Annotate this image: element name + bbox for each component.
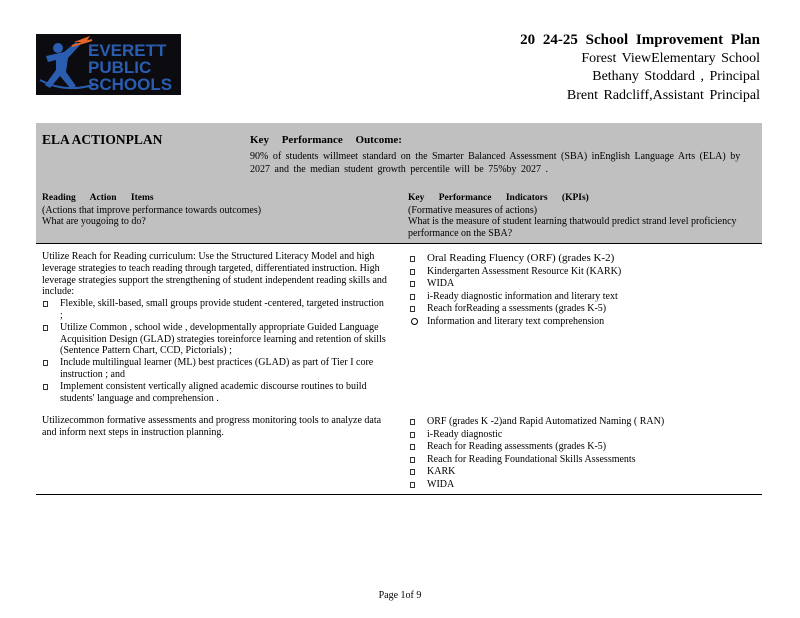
list-item: KARK <box>409 466 749 478</box>
list-item: Include multilingual learner (ML) best practices (GLAD) as part of Tier I core instruction ; and <box>42 357 387 381</box>
row2-action-items <box>42 415 387 439</box>
left-column-title: Reading Action Items <box>42 193 154 203</box>
list-item: Flexible, skill-based, small groups provide student -centered, targeted instruction ; <box>42 298 387 322</box>
list-item: WIDA <box>409 278 749 290</box>
principal-name: Bethany Stoddard , Principal <box>592 69 760 84</box>
bullet-icon <box>410 269 415 275</box>
document-header <box>520 31 760 105</box>
table-divider-bottom <box>36 494 762 495</box>
bullet-icon <box>410 281 415 287</box>
table-divider-top <box>36 243 762 244</box>
list-item: Kindergarten Assessment Resource Kit (KARK) <box>409 266 749 278</box>
bullet-icon <box>410 432 415 438</box>
list-item: Reach for Reading Foundational Skills Assessments <box>409 454 749 466</box>
logo-text-3: SCHOOLS <box>88 75 173 94</box>
list-item: WIDA <box>409 479 749 491</box>
logo-graphic <box>36 34 181 95</box>
list-item: i-Ready diagnostic information and literary text <box>409 291 749 303</box>
list-item: i-Ready diagnostic <box>409 429 749 441</box>
row2-lead-text: Utilizecommon formative assessments and progress monitoring tools to analyze data and inform next steps in instruction planning. <box>42 415 382 438</box>
assistant-principal-name: Brent Radcliff,Assistant Principal <box>566 87 760 103</box>
list-item: ORF (grades K -2)and Rapid Automatized Naming ( RAN) <box>409 416 749 428</box>
bullet-icon <box>410 294 415 300</box>
logo-text-1: EVERETT <box>88 41 167 60</box>
logo-text-2: PUBLIC <box>88 58 152 77</box>
row1-action-list <box>42 298 387 404</box>
kpo-text: 90% of students willmeet standard on the Smarter Balanced Assessment (SBA) inEnglish Language Arts (ELA) by 2027 and the median student growth percentile will be 75%by 2027 . <box>250 151 741 175</box>
bullet-icon <box>43 384 48 390</box>
row1-kpi-list <box>409 253 749 329</box>
list-item: Reach for Reading assessments (grades K-5) <box>409 441 749 453</box>
right-column-sub2: What is the measure of student learning thatwould predict strand level proficiency performance on the SBA? <box>408 216 737 239</box>
bullet-icon <box>410 256 415 262</box>
kpo-label: Key Performance Outcome: <box>250 134 402 146</box>
bullet-icon <box>43 360 48 366</box>
row1-lead-text: Utilize Reach for Reading curriculum: Use the Structured Literacy Model and high leverage strategies to teach reading through targeted, differentiated instruction. High leverage strategies support the strengthening of student independent reading skills and include: <box>42 251 387 298</box>
sub-list-item: Information and literary text comprehension <box>409 316 749 328</box>
list-item: Utilize Common , school wide , developmentally appropriate Guided Language Acquisition Design (GLAD) strategies toreinforce learning and retention of skills (Sentence Pattern Chart, CCD, Pictorials) ; <box>42 322 387 357</box>
reading-action-items-header <box>42 193 261 228</box>
circle-bullet-icon <box>411 318 418 325</box>
row1-action-items <box>42 251 387 404</box>
plan-title: 20 24-25 School Improvement Plan <box>520 32 760 48</box>
page-number: Page 1of 9 <box>378 590 422 601</box>
right-column-sub1: (Formative measures of actions) <box>408 204 538 216</box>
bullet-icon <box>410 457 415 463</box>
left-column-sub1: (Actions that improve performance towards outcomes) <box>42 204 262 216</box>
kpi-column-header <box>408 193 748 239</box>
bullet-icon <box>43 301 48 307</box>
bullet-icon <box>43 325 48 331</box>
everett-public-schools-logo <box>36 34 181 95</box>
school-name: Forest ViewElementary School <box>581 50 760 66</box>
left-column-sub2: What are yougoing to do? <box>42 216 146 227</box>
bullet-icon <box>410 482 415 488</box>
list-item: Implement consistent vertically aligned academic discourse routines to build students' language and comprehension . <box>42 381 387 405</box>
bullet-icon <box>410 419 415 425</box>
row1-kpi-items <box>409 253 749 328</box>
bullet-icon <box>410 306 415 312</box>
row2-kpi-list <box>409 416 749 492</box>
kpi-header-band <box>36 123 762 243</box>
bullet-icon <box>410 444 415 450</box>
list-item: Reach forReading a ssessments (grades K-5) <box>409 303 749 315</box>
bullet-icon <box>410 469 415 475</box>
section-title: ELA ACTIONPLAN <box>42 132 163 147</box>
list-item: Oral Reading Fluency (ORF) (grades K-2) <box>409 253 749 265</box>
right-column-title: Key Performance Indicators (KPIs) <box>408 193 589 203</box>
row2-kpi-items <box>409 416 749 491</box>
